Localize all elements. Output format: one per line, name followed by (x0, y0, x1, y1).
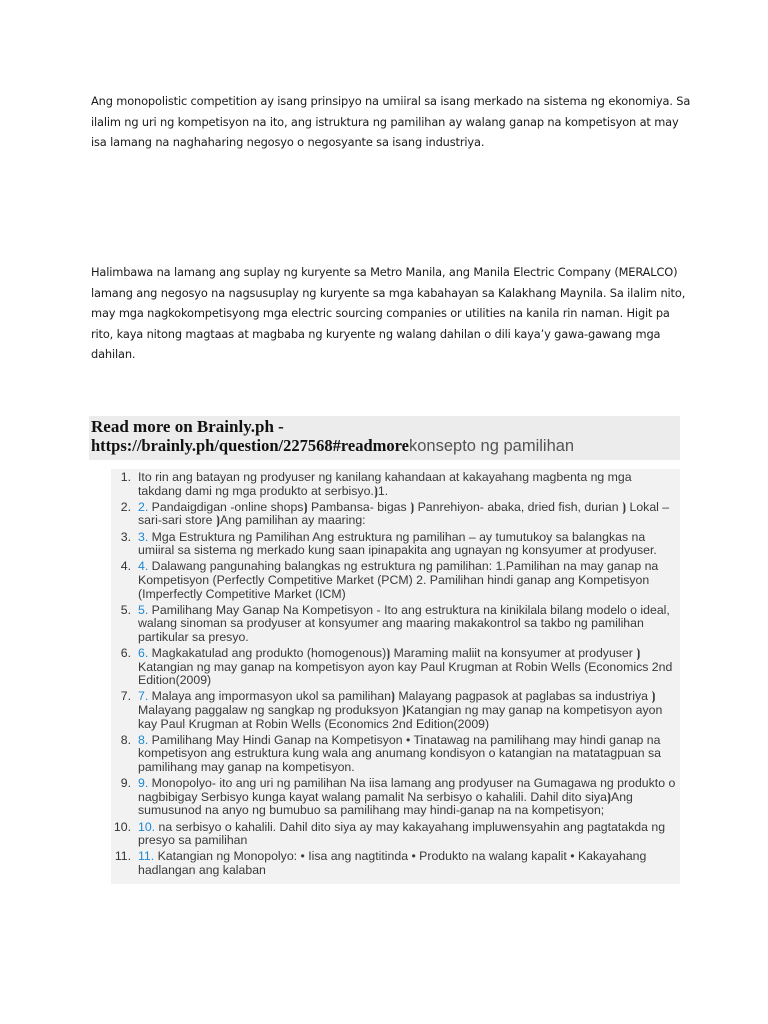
list-item (113, 819, 680, 848)
list-item (120, 689, 680, 731)
list-item (120, 646, 680, 688)
list-item-number: 5. (120, 602, 131, 617)
intro-paragraph: Ang monopolistic competition ay isang prinsipyo na umiiral sa isang merkado na sistema ng ekonomiya. Sa ilalim ng uri ng kompetisyon na ito, ang istruktura ng pamilihan ay walang ganap na kompetisyon at may isa lamang na naghaharing negosyo o negosyante sa isang industriya. (91, 94, 691, 149)
list-item-text: Pamilihang May Ganap Na Kompetisyon - Ito ang estruktura na kinikilala bilang modelo o ideal, walang sinoman sa prodyuser at konsyumer ang maaring makakontrol sa takbo ng pamilihan partikular sa presyo. (138, 602, 670, 644)
list-item (120, 559, 680, 601)
list-item-text: Malaya ang impormasyon ukol sa pamilihan⦘ Malayang pagpasok at paglabas sa industriya ⦘ Malayang paggalaw ng sangkap ng produksyon ⦘Katangian ng may ganap na kompetisyon ayon kay Paul Krugman at Robin Wells (Economics 2nd Edition(2009) (138, 689, 663, 731)
list-item-number: 3. (120, 529, 131, 544)
numbered-list (111, 471, 680, 878)
list-item-text: Dalawang pangunahing balangkas ng estruktura ng pamilihan: 1.Pamilihan na may ganap na Kompetisyon (Perfectly Competitive Market (PCM) 2. Pamilihan hindi ganap ang Kompetisyon (Imperfectly Competitive Market (ICM) (138, 559, 659, 601)
list-item-number: 8. (120, 732, 131, 747)
list-item-text: Magkakatulad ang produkto (homogenous)⦘ Maraming maliit na konsyumer at prodyuser ⦘Katangian ng may ganap na kompetisyon ayon kay Paul Krugman at Robin Wells (Economics 2nd Edition(2009) (138, 646, 673, 688)
list-item-number: 7. (120, 689, 131, 704)
list-item-text: Pandaigdigan -online shops⦘ Pambansa- bigas ⦘ Panrehiyon- abaka, dried fish, durian ⦘ Lokal – sari-sari store ⦘Ang pamilihan ay maaring: (138, 499, 670, 528)
list-item (120, 602, 680, 645)
list-item-slide-link[interactable]: 4. (138, 559, 149, 574)
list-item-slide-link[interactable]: 10. (138, 819, 156, 834)
list-item-slide-link[interactable]: 2. (138, 499, 149, 514)
list-item (120, 776, 680, 818)
list-item-slide-link[interactable]: 3. (138, 529, 149, 544)
read-more-topic: konsepto ng pamilihan (408, 437, 575, 455)
list-item-number: 6. (120, 646, 131, 661)
read-more-title: Read more on Brainly.ph - (91, 417, 284, 436)
list-item-number: 2. (120, 499, 131, 514)
read-more-link[interactable]: https://brainly.ph/question/227568#readmore (91, 436, 409, 455)
example-paragraph: Halimbawa na lamang ang suplay ng kuryente sa Metro Manila, ang Manila Electric Company (MERALCO) lamang ang negosyo na nagsusuplay ng kuryente sa mga kabahayan sa Kalakhang Maynila. Sa ilalim nito, may mga nagkokompetisyong mga electric sourcing companies or utilities na kanila rin naman. Higit pa rito, kaya nitong magtaas at magbaba ng kuryente ng walang dahilan o dili kaya’y gawa-gawang mga dahilan. (91, 265, 686, 361)
read-more-banner (89, 416, 680, 460)
list-item-text: Mga Estruktura ng Pamilihan Ang estruktura ng pamilihan – ay tumutukoy sa balangkas na umiiral sa sistema ng merkado kung saan ipinapakita ang ugnayan ng konsyumer at prodyuser. (138, 529, 657, 558)
list-item (120, 470, 680, 498)
list-item-slide-link[interactable]: 5. (138, 602, 149, 617)
list-item-number: 4. (120, 559, 131, 574)
list-item-number: 10. (113, 819, 131, 834)
list-item-slide-link[interactable]: 11. (138, 849, 155, 864)
list-item (120, 529, 680, 558)
list-item (114, 849, 680, 877)
list-item (120, 499, 680, 528)
list-item-slide-link[interactable]: 8. (138, 732, 149, 747)
list-item-text: na serbisyo o kahalili. Dahil dito siya ay may kakayahang impluwensyahin ang pagtatakda ng presyo sa pamilihan (138, 819, 666, 848)
list-item-slide-link[interactable]: 7. (138, 689, 149, 704)
list-item-number: 1. (120, 470, 131, 484)
list-item-text: Ito rin ang batayan ng prodyuser ng kanilang kahandaan at kakayahang magbenta ng mga takdang dami ng mga produkto at serbisyo.⦘1. (138, 470, 632, 498)
list-item-text: Katangian ng Monopolyo: • Iisa ang nagtitinda • Produkto na walang kapalit • Kakayahang hadlangan ang kalaban (138, 849, 647, 877)
list-item-text: Pamilihang May Hindi Ganap na Kompetisyon • Tinatawag na pamilihang may hindi ganap na kompetisyon ang estruktura kung wala ang anumang kondisyon o katangian na matatagpuan sa pamilihang may ganap na kompetisyon. (138, 732, 661, 775)
list-item-slide-link[interactable]: 6. (138, 646, 149, 661)
list-item-number: 9. (120, 776, 131, 791)
slide-text-list (111, 469, 680, 884)
list-item-slide-link[interactable]: 9. (138, 776, 149, 791)
list-item-text: Monopolyo- ito ang uri ng pamilihan Na iisa lamang ang prodyuser na Gumagawa ng produkto o nagbibigay Serbisyo kunga kayat walang pamalit Na serbisyo o kahalili. Dahil dito siya⦘Ang sumusunod na anyo ng bumubuo sa pamilihang may hindi-ganap na na kompetisyon; (138, 776, 676, 818)
list-item-number: 11. (114, 849, 131, 864)
list-item (120, 732, 680, 775)
